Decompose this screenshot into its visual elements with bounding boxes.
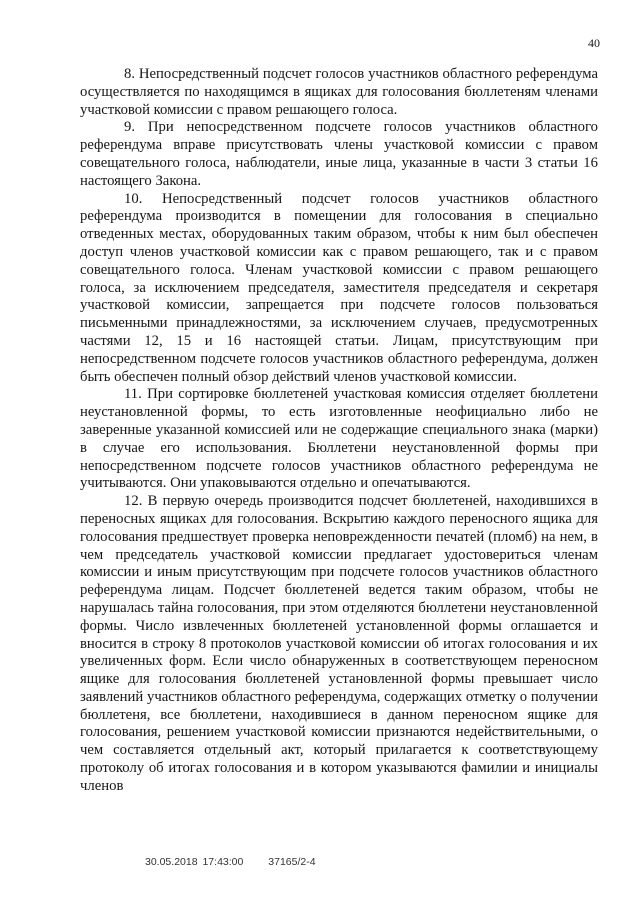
paragraph-11: 11. При сортировке бюллетеней участковая комиссия отделяет бюллетени неустановленной формы, то есть изготовленные неофициально либо не заверенные указанной комиссией или не содержащие специального знака (марки) в случае его использования. Бюллетени неустановленной формы при непосредственном подсчете голосов участников областного референдума не учитываются. Они упаковываются отдельно и опечатываются. (80, 386, 598, 492)
footer-document-code: 37165/2-4 (268, 856, 316, 868)
document-body (80, 66, 598, 796)
footer-timestamp: 30.05.2018 17:43:00 (145, 856, 244, 868)
document-footer (145, 856, 316, 868)
paragraph-10: 10. Непосредственный подсчет голосов участников областного референдума производится в помещении для голосования в специально отведенных местах, оборудованных таким образом, чтобы к ним был обеспечен доступ членов участковой комиссии как с правом решающего, так и с правом совещательного голоса. Членам участковой комиссии с правом решающего голоса, за исключением председателя, заместителя председателя и секретаря участковой комиссии, запрещается при подсчете голосов пользоваться письменными принадлежностями, за исключением случаев, предусмотренных частями 12, 15 и 16 настоящей статьи. Лицам, присутствующим при непосредственном подсчете голосов участников областного референдума, должен быть обеспечен полный обзор действий членов участковой комиссии. (80, 190, 598, 385)
paragraph-12: 12. В первую очередь производится подсчет бюллетеней, находившихся в переносных ящиках для голосования. Вскрытию каждого переносного ящика для голосования предшествует проверка неповрежденности печатей (пломб) на нем, в чем председатель участковой комиссии предлагает удостовериться членам комиссии и иным присутствующим при подсчете голосов участников областного референдума лицам. Подсчет бюллетеней ведется таким образом, чтобы не нарушалась тайна голосования, при этом отделяются бюллетени неустановленной формы. Число извлеченных бюллетеней установленной формы оглашается и вносится в строку 8 протоколов участковой комиссии об итогах голосования и их увеличенных форм. Если число обнаруженных в соответствующем переносном ящике для голосования бюллетеней установленной формы превышает число заявлений участников областного референдума, содержащих отметку о получении бюллетеня, все бюллетени, находившиеся в данном переносном ящике для голосования, решением участковой комиссии признаются недействительными, о чем составляется отдельный акт, который прилагается к соответствующему протоколу об итогах голосования и в котором указываются фамилии и инициалы членов (80, 493, 598, 794)
page-number: 40 (588, 36, 600, 50)
paragraph-9: 9. При непосредственном подсчете голосов участников областного референдума вправе присутствовать члены участковой комиссии с правом совещательного голоса, наблюдатели, иные лица, указанные в части 3 статьи 16 настоящего Закона. (80, 119, 598, 189)
paragraph-8: 8. Непосредственный подсчет голосов участников областного референдума осуществляется по находящимся в ящиках для голосования бюллетеням членами участковой комиссии с правом решающего голоса. (80, 66, 598, 118)
